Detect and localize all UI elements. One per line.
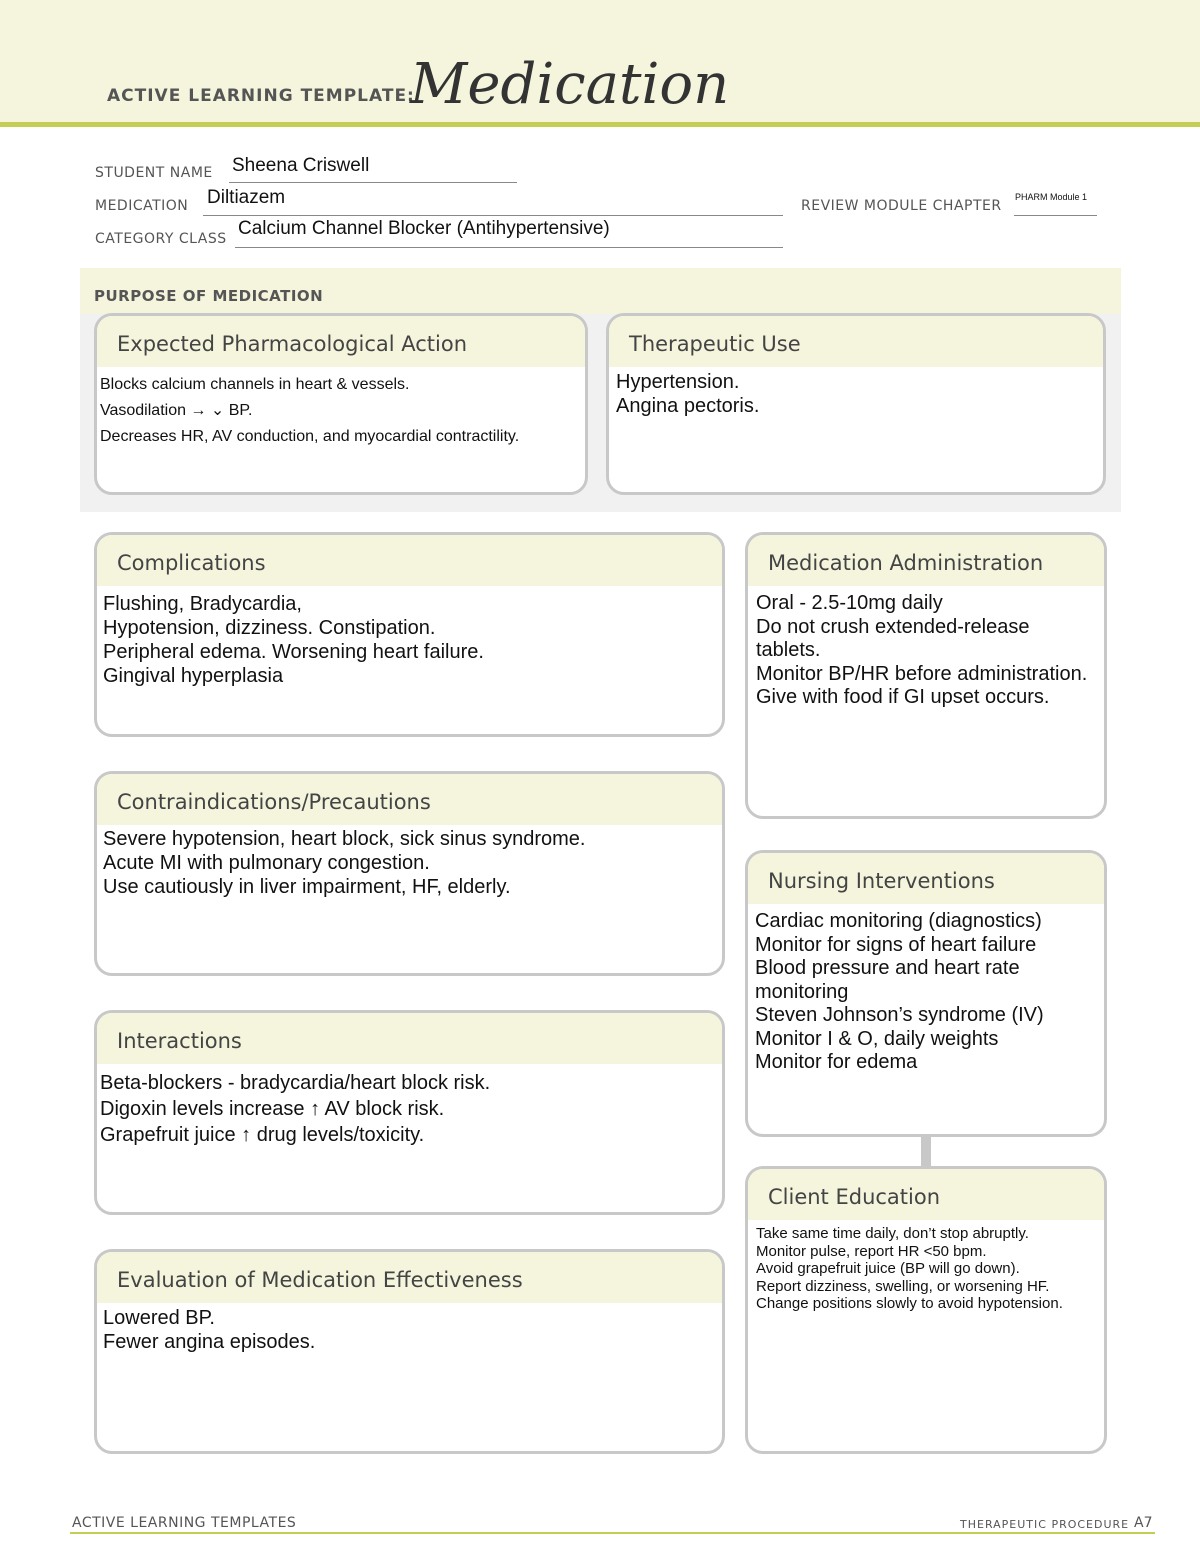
student-name-label: STUDENT NAME xyxy=(95,165,213,181)
review-module-field[interactable]: PHARM Module 1 xyxy=(1015,192,1088,202)
complications-header xyxy=(97,535,722,586)
purpose-label: PURPOSE OF MEDICATION xyxy=(94,287,324,305)
medication-field[interactable]: Diltiazem xyxy=(207,187,286,208)
expected-action-title: Expected Pharmacological Action xyxy=(117,332,468,356)
template-label: ACTIVE LEARNING TEMPLATE: xyxy=(107,86,415,106)
complications-card xyxy=(94,532,725,737)
contraindications-header xyxy=(97,774,722,825)
evaluation-header xyxy=(97,1252,722,1303)
complications-body[interactable]: Flushing, Bradycardia, Hypotension, dizziness. Constipation. Peripheral edema. Worsening heart failure. Gingival hyperplasia xyxy=(103,593,484,687)
category-field[interactable]: Calcium Channel Blocker (Antihypertensive) xyxy=(238,218,610,239)
complications-title: Complications xyxy=(117,551,266,575)
footer-page-number: A7 xyxy=(1134,1515,1153,1531)
education-header xyxy=(748,1169,1104,1220)
student-name-field[interactable]: Sheena Criswell xyxy=(232,155,370,176)
therapeutic-use-card xyxy=(606,313,1106,495)
interactions-title: Interactions xyxy=(117,1029,242,1053)
therapeutic-use-title: Therapeutic Use xyxy=(629,332,801,356)
header-rule xyxy=(0,122,1200,127)
contraindications-card xyxy=(94,771,725,976)
expected-action-body[interactable]: Blocks calcium channels in heart & vessels. Vasodilation → ⌄ BP. Decreases HR, AV conduction, and myocardial contractility. xyxy=(100,376,520,445)
administration-header xyxy=(748,535,1104,586)
expected-action-card xyxy=(94,313,588,495)
education-title: Client Education xyxy=(768,1185,941,1209)
administration-title: Medication Administration xyxy=(768,551,1044,575)
review-module-label: REVIEW MODULE CHAPTER xyxy=(801,198,1002,214)
interactions-card xyxy=(94,1010,725,1215)
administration-body[interactable]: Oral - 2.5-10mg daily Do not crush extended-release tablets. Monitor BP/HR before administration. Give with food if GI upset occurs. xyxy=(756,592,1088,708)
medication-line xyxy=(203,197,783,216)
interactions-body[interactable]: Beta-blockers - bradycardia/heart block risk. Digoxin levels increase ↑ AV block risk. Grapefruit juice ↑ drug levels/toxicity. xyxy=(100,1072,491,1146)
administration-card xyxy=(745,532,1107,819)
evaluation-body[interactable]: Lowered BP. Fewer angina episodes. xyxy=(103,1307,316,1353)
contraindications-body[interactable]: Severe hypotension, heart block, sick sinus syndrome. Acute MI with pulmonary congestion. Use cautiously in liver impairment, HF, elderly. xyxy=(103,828,586,898)
contraindications-title: Contraindications/Precautions xyxy=(117,790,431,814)
card-connector xyxy=(921,1135,931,1166)
expected-action-header xyxy=(97,316,585,367)
interactions-header xyxy=(97,1013,722,1064)
footer-rule xyxy=(70,1532,1155,1534)
evaluation-card xyxy=(94,1249,725,1454)
nursing-header xyxy=(748,853,1104,904)
therapeutic-use-body[interactable]: Hypertension. Angina pectoris. xyxy=(616,371,760,417)
evaluation-title: Evaluation of Medication Effectiveness xyxy=(117,1268,523,1292)
education-card xyxy=(745,1166,1107,1454)
nursing-body[interactable]: Cardiac monitoring (diagnostics) Monitor for signs of heart failure Blood pressure and heart rate monitoring Steven Johnson’s syndrome (IV) Monitor I & O, daily weights Monitor for edema xyxy=(755,910,1044,1073)
template-title: Medication xyxy=(410,52,730,117)
education-body[interactable]: Take same time daily, don’t stop abruptly. Monitor pulse, report HR <50 bpm. Avoid grapefruit juice (BP will go down). Report dizziness, swelling, or worsening HF. Change positions slowly to avoid hypotension. xyxy=(756,1225,1063,1312)
therapeutic-use-header xyxy=(609,316,1103,367)
nursing-title: Nursing Interventions xyxy=(768,869,995,893)
category-label: CATEGORY CLASS xyxy=(95,231,227,247)
nursing-card xyxy=(745,850,1107,1137)
footer-right-label: THERAPEUTIC PROCEDURE xyxy=(960,1518,1130,1531)
medication-label: MEDICATION xyxy=(95,198,189,214)
footer-left-label: ACTIVE LEARNING TEMPLATES xyxy=(72,1515,297,1531)
